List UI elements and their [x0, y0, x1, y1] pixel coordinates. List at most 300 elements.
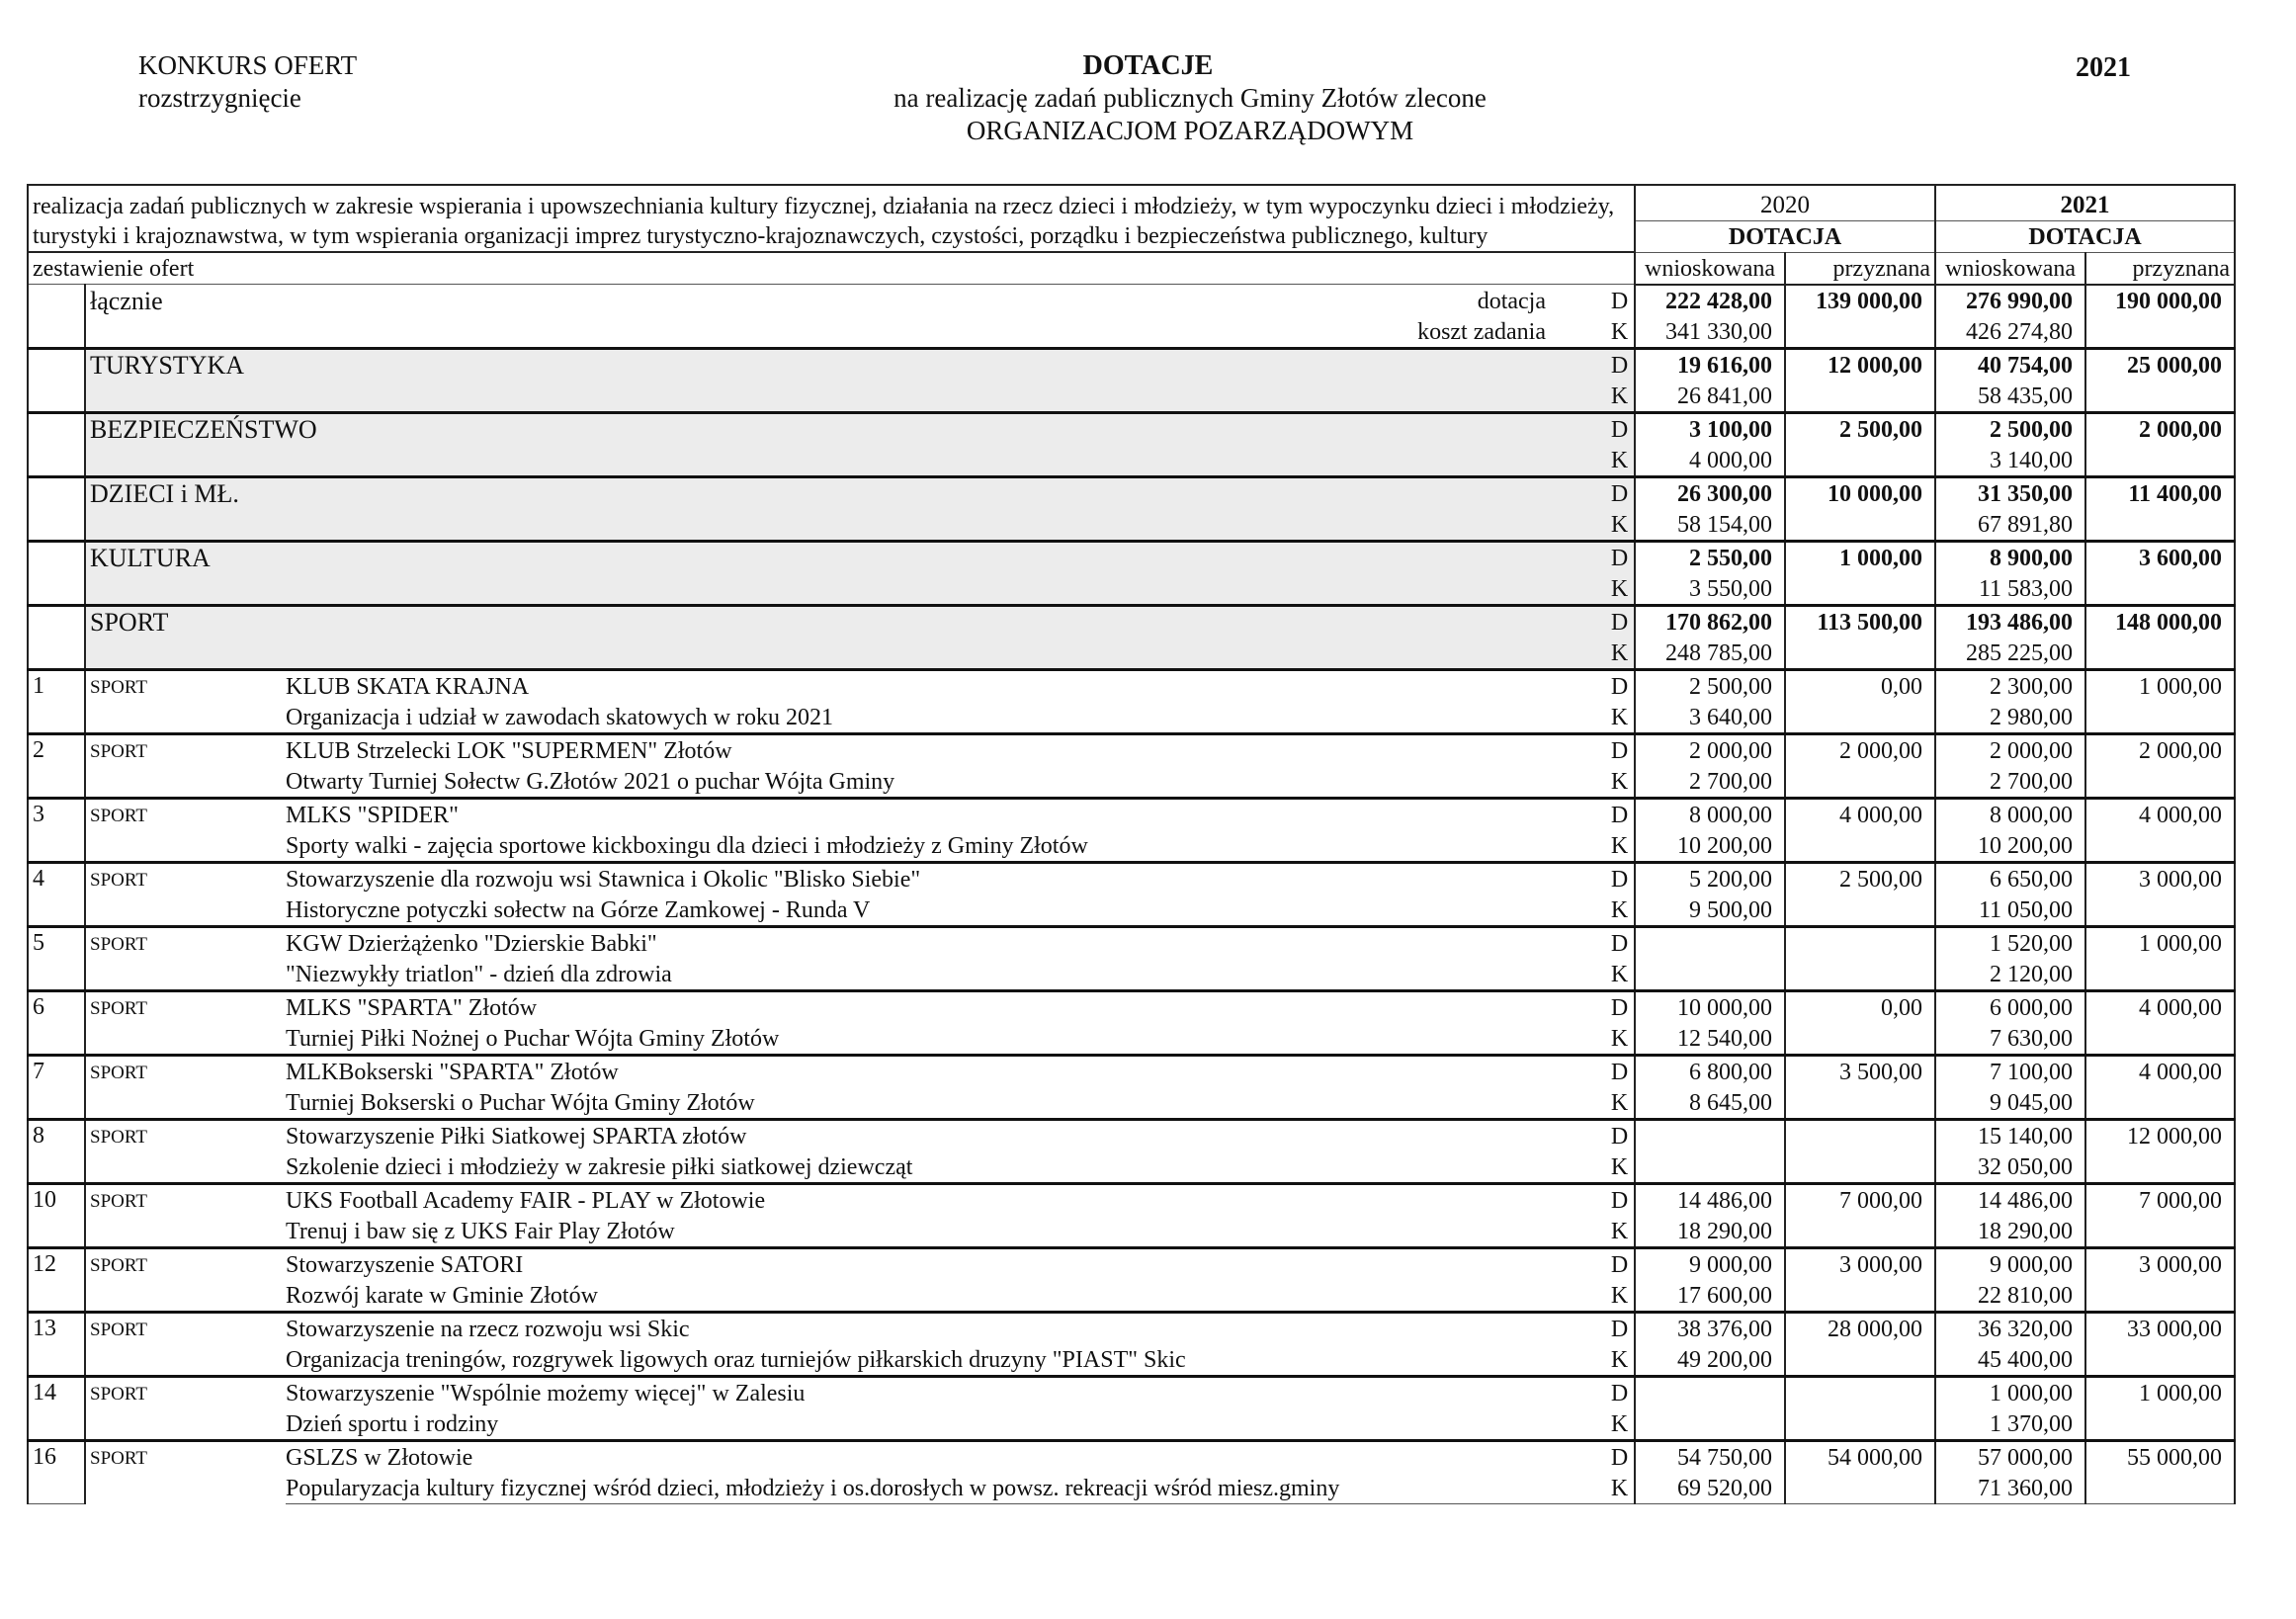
offer-row-k: [28, 1344, 2235, 1377]
d-marker: D: [1605, 412, 1635, 445]
d-marker: D: [1605, 862, 1635, 895]
value-requested-2021: 6 000,00: [1935, 990, 2085, 1023]
value-granted-2021: 25 000,00: [2085, 348, 2235, 381]
value-requested-2020: 54 750,00: [1635, 1440, 1785, 1473]
offer-organization: MLKS "SPARTA" Złotów: [286, 990, 1605, 1023]
offer-category: SPORT: [85, 1183, 286, 1247]
category-name: BEZPIECZEŃSTWO: [85, 412, 1605, 445]
value-requested-2021: 32 050,00: [1935, 1151, 2085, 1184]
category-name: KULTURA: [85, 541, 1605, 573]
offer-row-k: [28, 1216, 2235, 1248]
offer-number: 14: [28, 1376, 85, 1440]
offer-organization: GSLZS w Złotowie: [286, 1440, 1605, 1473]
offer-category: SPORT: [85, 862, 286, 926]
offer-row-d: [28, 798, 2235, 830]
value-granted-2021: [2085, 638, 2235, 670]
k-marker: K: [1610, 961, 1629, 987]
d-marker: D: [1605, 926, 1635, 959]
value-granted-2020: [1785, 1216, 1935, 1248]
value-requested-2020: 3 640,00: [1635, 702, 1785, 734]
offer-number: 16: [28, 1440, 85, 1503]
value-requested-2021: 426 274,80: [1935, 316, 2085, 349]
document-title: DOTACJE: [1082, 50, 1214, 81]
d-marker: D: [1605, 476, 1635, 509]
k-marker: K: [1610, 1153, 1629, 1180]
k-marker: K: [1605, 573, 1635, 606]
d-marker: D: [1605, 285, 1635, 316]
offer-row-k: [28, 1087, 2235, 1120]
row-number: [28, 476, 85, 541]
dotacja-label-curr: DOTACJA: [1935, 220, 2235, 252]
value-granted-2021: [2085, 316, 2235, 349]
category-row-k: [28, 445, 2235, 477]
value-requested-2021: 18 290,00: [1935, 1216, 2085, 1248]
value-requested-2020: 9 000,00: [1635, 1247, 1785, 1280]
offer-organization: MLKS "SPIDER": [286, 798, 1605, 830]
document-subtitle: na realizację zadań publicznych Gminy Złotów zlecone: [893, 83, 1487, 113]
value-granted-2020: [1785, 1408, 1935, 1441]
value-requested-2021: 31 350,00: [1935, 476, 2085, 509]
value-requested-2021: 2 000,00: [1935, 733, 2085, 766]
k-marker: K: [1610, 704, 1629, 730]
value-requested-2021: 193 486,00: [1935, 605, 2085, 638]
k-marker: K: [1610, 1282, 1629, 1309]
value-granted-2021: [2085, 381, 2235, 413]
value-requested-2021: 40 754,00: [1935, 348, 2085, 381]
offer-task: Organizacja i udział w zawodach skatowych w roku 2021: [286, 704, 834, 730]
value-granted-2021: [2085, 509, 2235, 542]
category-row-k: [28, 638, 2235, 670]
category-spacer: [85, 573, 1605, 606]
value-granted-2020: 2 500,00: [1785, 862, 1935, 895]
value-granted-2021: [2085, 1023, 2235, 1056]
d-marker: D: [1605, 1247, 1635, 1280]
year-prev: 2020: [1635, 185, 1935, 220]
value-granted-2020: 3 000,00: [1785, 1247, 1935, 1280]
offer-organization: Stowarzyszenie "Wspólnie możemy więcej" w Zalesiu: [286, 1376, 1605, 1408]
value-requested-2020: [1635, 926, 1785, 959]
value-requested-2021: 14 486,00: [1935, 1183, 2085, 1216]
value-requested-2021: 10 200,00: [1935, 830, 2085, 863]
value-requested-2020: 248 785,00: [1635, 638, 1785, 670]
value-requested-2021: 1 370,00: [1935, 1408, 2085, 1441]
offer-category: SPORT: [85, 1119, 286, 1183]
offer-category: SPORT: [85, 1055, 286, 1119]
k-marker: K: [1610, 1089, 1629, 1116]
offer-task: "Niezwykły triatlon" - dzień dla zdrowia: [286, 961, 672, 987]
value-granted-2020: 139 000,00: [1785, 285, 1935, 316]
value-granted-2020: [1785, 1087, 1935, 1120]
value-requested-2020: 3 100,00: [1635, 412, 1785, 445]
value-requested-2021: 2 980,00: [1935, 702, 2085, 734]
offer-task: Dzień sportu i rodziny: [286, 1410, 499, 1437]
d-marker: D: [1605, 1055, 1635, 1087]
offer-category: SPORT: [85, 733, 286, 798]
value-requested-2021: 22 810,00: [1935, 1280, 2085, 1313]
value-granted-2020: 4 000,00: [1785, 798, 1935, 830]
value-granted-2021: 2 000,00: [2085, 733, 2235, 766]
category-name: SPORT: [85, 605, 1605, 638]
value-granted-2020: [1785, 638, 1935, 670]
value-granted-2020: 2 500,00: [1785, 412, 1935, 445]
k-marker: K: [1605, 1473, 1635, 1504]
k-marker: K: [1605, 381, 1635, 413]
value-granted-2020: 113 500,00: [1785, 605, 1935, 638]
offer-row-k: [28, 766, 2235, 799]
grants-table: [27, 184, 2236, 1504]
value-granted-2021: 33 000,00: [2085, 1312, 2235, 1344]
value-granted-2020: [1785, 959, 1935, 991]
category-row-k: [28, 573, 2235, 606]
value-requested-2020: 19 616,00: [1635, 348, 1785, 381]
value-granted-2021: 11 400,00: [2085, 476, 2235, 509]
value-granted-2020: [1785, 702, 1935, 734]
value-granted-2020: 10 000,00: [1785, 476, 1935, 509]
offer-number: 6: [28, 990, 85, 1055]
value-granted-2020: 54 000,00: [1785, 1440, 1935, 1473]
k-marker: K: [1610, 1346, 1629, 1373]
d-marker: D: [1605, 990, 1635, 1023]
value-granted-2020: [1785, 926, 1935, 959]
offer-row-d: [28, 1440, 2235, 1473]
value-requested-2020: 8 000,00: [1635, 798, 1785, 830]
offer-category: SPORT: [85, 1440, 286, 1503]
value-requested-2020: 3 550,00: [1635, 573, 1785, 606]
offer-task: Turniej Bokserski o Puchar Wójta Gminy Złotów: [286, 1089, 755, 1116]
value-granted-2020: [1785, 1280, 1935, 1313]
value-granted-2021: [2085, 1280, 2235, 1313]
table-header-row-4: [28, 252, 2235, 285]
offer-row-d: [28, 1119, 2235, 1151]
offer-category: SPORT: [85, 1247, 286, 1312]
value-granted-2021: 55 000,00: [2085, 1440, 2235, 1473]
offer-organization: Stowarzyszenie dla rozwoju wsi Stawnica i Okolic "Blisko Siebie": [286, 862, 1605, 895]
value-requested-2020: 8 645,00: [1635, 1087, 1785, 1120]
value-granted-2021: [2085, 766, 2235, 799]
offer-number: 2: [28, 733, 85, 798]
value-granted-2020: 1 000,00: [1785, 541, 1935, 573]
category-spacer: [85, 381, 1605, 413]
value-granted-2020: 0,00: [1785, 990, 1935, 1023]
value-requested-2020: 2 500,00: [1635, 669, 1785, 702]
value-granted-2020: 12 000,00: [1785, 348, 1935, 381]
d-marker: D: [1605, 669, 1635, 702]
value-requested-2020: 2 000,00: [1635, 733, 1785, 766]
value-granted-2020: [1785, 1119, 1935, 1151]
offer-number: 8: [28, 1119, 85, 1183]
offer-row-d: [28, 1055, 2235, 1087]
offer-row-k: [28, 1151, 2235, 1184]
value-requested-2021: 67 891,80: [1935, 509, 2085, 542]
value-granted-2021: 1 000,00: [2085, 669, 2235, 702]
offer-organization: Stowarzyszenie SATORI: [286, 1247, 1605, 1280]
value-requested-2021: 11 583,00: [1935, 573, 2085, 606]
value-granted-2020: [1785, 381, 1935, 413]
offer-number: 3: [28, 798, 85, 862]
value-requested-2020: [1635, 1408, 1785, 1441]
k-marker: K: [1610, 768, 1629, 795]
offer-task: Szkolenie dzieci i młodzieży w zakresie piłki siatkowej dziewcząt: [286, 1153, 913, 1180]
row-number: [28, 605, 85, 669]
category-row-d: [28, 412, 2235, 445]
offer-row-d: [28, 862, 2235, 895]
k-marker: K: [1605, 638, 1635, 670]
value-requested-2020: 10 200,00: [1635, 830, 1785, 863]
value-granted-2021: 3 600,00: [2085, 541, 2235, 573]
value-granted-2020: 0,00: [1785, 669, 1935, 702]
offer-row-d: [28, 1183, 2235, 1216]
offer-number: 1: [28, 669, 85, 733]
offer-category: SPORT: [85, 926, 286, 990]
value-granted-2021: 148 000,00: [2085, 605, 2235, 638]
value-granted-2020: [1785, 1344, 1935, 1377]
value-requested-2021: 58 435,00: [1935, 381, 2085, 413]
value-requested-2020: 5 200,00: [1635, 862, 1785, 895]
value-requested-2020: 38 376,00: [1635, 1312, 1785, 1344]
value-requested-2020: 17 600,00: [1635, 1280, 1785, 1313]
value-granted-2021: [2085, 1344, 2235, 1377]
value-granted-2021: [2085, 1151, 2235, 1184]
offer-number: 10: [28, 1183, 85, 1247]
offer-task: Historyczne potyczki sołectw na Górze Zamkowej - Runda V: [286, 896, 871, 923]
value-requested-2020: 12 540,00: [1635, 1023, 1785, 1056]
offer-task: Turniej Piłki Nożnej o Puchar Wójta Gminy Złotów: [286, 1025, 780, 1052]
value-requested-2020: 2 700,00: [1635, 766, 1785, 799]
category-row-d: [28, 541, 2235, 573]
value-requested-2021: 7 630,00: [1935, 1023, 2085, 1056]
offer-number: 7: [28, 1055, 85, 1119]
offer-row-k: [28, 702, 2235, 734]
value-requested-2021: 71 360,00: [1935, 1473, 2085, 1504]
offer-row-k: [28, 895, 2235, 927]
value-requested-2020: 26 300,00: [1635, 476, 1785, 509]
offer-number: 5: [28, 926, 85, 990]
value-requested-2021: 6 650,00: [1935, 862, 2085, 895]
value-requested-2020: [1635, 1119, 1785, 1151]
offer-row-d: [28, 1247, 2235, 1280]
offer-number: 4: [28, 862, 85, 926]
value-granted-2021: 12 000,00: [2085, 1119, 2235, 1151]
k-marker: K: [1610, 832, 1629, 859]
contest-title: KONKURS OFERT: [138, 50, 358, 80]
value-requested-2021: 2 700,00: [1935, 766, 2085, 799]
value-granted-2020: 2 000,00: [1785, 733, 1935, 766]
offer-organization: MLKBokserski "SPARTA" Złotów: [286, 1055, 1605, 1087]
value-granted-2021: 4 000,00: [2085, 798, 2235, 830]
offer-organization: UKS Football Academy FAIR - PLAY w Złotowie: [286, 1183, 1605, 1216]
d-marker: D: [1605, 733, 1635, 766]
value-granted-2020: [1785, 1473, 1935, 1504]
k-marker: K: [1610, 1410, 1629, 1437]
value-requested-2020: 4 000,00: [1635, 445, 1785, 477]
k-marker: K: [1610, 1025, 1629, 1052]
category-spacer: [85, 638, 1605, 670]
offer-row-d: [28, 733, 2235, 766]
k-marker: K: [1610, 1218, 1629, 1244]
value-requested-2021: 8 900,00: [1935, 541, 2085, 573]
value-requested-2021: 276 990,00: [1935, 285, 2085, 316]
value-granted-2020: [1785, 1023, 1935, 1056]
total-label-spacer: [85, 316, 286, 349]
offer-task: Trenuj i baw się z UKS Fair Play Złotów: [286, 1218, 675, 1244]
value-requested-2020: 49 200,00: [1635, 1344, 1785, 1377]
value-requested-2021: 9 045,00: [1935, 1087, 2085, 1120]
value-granted-2021: [2085, 1408, 2235, 1441]
offer-row-d: [28, 1376, 2235, 1408]
value-granted-2021: 2 000,00: [2085, 412, 2235, 445]
value-requested-2021: 15 140,00: [1935, 1119, 2085, 1151]
value-requested-2020: 58 154,00: [1635, 509, 1785, 542]
value-requested-2021: 1 520,00: [1935, 926, 2085, 959]
contest-subtitle: rozstrzygnięcie: [138, 83, 301, 113]
value-granted-2021: 3 000,00: [2085, 1247, 2235, 1280]
value-granted-2020: [1785, 766, 1935, 799]
total-label: łącznie: [85, 285, 286, 316]
value-granted-2021: [2085, 895, 2235, 927]
value-granted-2020: [1785, 445, 1935, 477]
category-spacer: [85, 445, 1605, 477]
value-requested-2021: 285 225,00: [1935, 638, 2085, 670]
offer-number: 12: [28, 1247, 85, 1312]
offer-row-d: [28, 1312, 2235, 1344]
d-marker: D: [1605, 348, 1635, 381]
value-granted-2021: 1 000,00: [2085, 926, 2235, 959]
dotacja-label-prev: DOTACJA: [1635, 220, 1935, 252]
value-requested-2020: 10 000,00: [1635, 990, 1785, 1023]
offer-row-k: [28, 1408, 2235, 1441]
value-requested-2020: 9 500,00: [1635, 895, 1785, 927]
value-requested-2021: 2 300,00: [1935, 669, 2085, 702]
k-marker: K: [1605, 445, 1635, 477]
document-year: 2021: [2076, 52, 2131, 83]
table-body: [28, 185, 2235, 1503]
offer-row-d: [28, 926, 2235, 959]
offer-organization: Stowarzyszenie na rzecz rozwoju wsi Skic: [286, 1312, 1605, 1344]
offer-category: SPORT: [85, 990, 286, 1055]
value-granted-2021: [2085, 573, 2235, 606]
value-requested-2020: 26 841,00: [1635, 381, 1785, 413]
value-requested-2020: 2 550,00: [1635, 541, 1785, 573]
value-requested-2021: 11 050,00: [1935, 895, 2085, 927]
value-granted-2020: [1785, 509, 1935, 542]
value-granted-2021: 4 000,00: [2085, 1055, 2235, 1087]
value-granted-2021: [2085, 1473, 2235, 1504]
offer-organization: Stowarzyszenie Piłki Siatkowej SPARTA złotów: [286, 1119, 1605, 1151]
zestawienie-label: zestawienie ofert: [28, 252, 1635, 285]
value-requested-2021: 7 100,00: [1935, 1055, 2085, 1087]
value-granted-2020: 28 000,00: [1785, 1312, 1935, 1344]
value-granted-2021: 4 000,00: [2085, 990, 2235, 1023]
offer-organization: KLUB SKATA KRAJNA: [286, 669, 1605, 702]
value-requested-2020: 18 290,00: [1635, 1216, 1785, 1248]
value-requested-2021: 3 140,00: [1935, 445, 2085, 477]
value-requested-2021: 57 000,00: [1935, 1440, 2085, 1473]
document-subtitle-2: ORGANIZACJOM POZARZĄDOWYM: [966, 116, 1414, 145]
k-marker: K: [1605, 509, 1635, 542]
value-requested-2020: 6 800,00: [1635, 1055, 1785, 1087]
value-requested-2020: 14 486,00: [1635, 1183, 1785, 1216]
offer-row-d: [28, 669, 2235, 702]
value-granted-2021: 3 000,00: [2085, 862, 2235, 895]
offer-task: Sporty walki - zajęcia sportowe kickboxingu dla dzieci i młodzieży z Gminy Złotów: [286, 832, 1088, 859]
total-row-k: [28, 316, 2235, 349]
d-marker: D: [1605, 1183, 1635, 1216]
value-granted-2020: [1785, 895, 1935, 927]
category-row-k: [28, 509, 2235, 542]
offer-organization: KGW Dzierżążenko "Dzierskie Babki": [286, 926, 1605, 959]
col-requested-curr: wnioskowana: [1935, 252, 2085, 285]
value-granted-2021: 1 000,00: [2085, 1376, 2235, 1408]
k-marker: K: [1610, 318, 1629, 345]
total-dotacja-label: dotacja: [286, 285, 1605, 316]
category-row-d: [28, 348, 2235, 381]
value-granted-2020: [1785, 316, 1935, 349]
value-requested-2021: 2 120,00: [1935, 959, 2085, 991]
value-requested-2021: 8 000,00: [1935, 798, 2085, 830]
offer-row-k: [28, 1473, 2235, 1504]
value-granted-2021: [2085, 702, 2235, 734]
value-granted-2021: [2085, 830, 2235, 863]
row-number: [28, 348, 85, 412]
offer-task: Rozwój karate w Gminie Złotów: [286, 1282, 598, 1309]
value-requested-2021: 9 000,00: [1935, 1247, 2085, 1280]
value-requested-2020: [1635, 1376, 1785, 1408]
d-marker: D: [1605, 605, 1635, 638]
value-granted-2021: 190 000,00: [2085, 285, 2235, 316]
col-granted-prev: przyznana: [1785, 252, 1935, 285]
col-requested-prev: wnioskowana: [1635, 252, 1785, 285]
offer-task: Otwarty Turniej Sołectw G.Złotów 2021 o puchar Wójta Gminy: [286, 768, 895, 795]
value-granted-2021: [2085, 1216, 2235, 1248]
category-row-d: [28, 476, 2235, 509]
offer-category: SPORT: [85, 669, 286, 733]
value-granted-2020: [1785, 573, 1935, 606]
d-marker: D: [1605, 1312, 1635, 1344]
category-name: DZIECI i MŁ.: [85, 476, 1605, 509]
row-number: [28, 541, 85, 605]
year-curr: 2021: [1935, 185, 2235, 220]
d-marker: D: [1605, 1376, 1635, 1408]
offer-category: SPORT: [85, 798, 286, 862]
total-row-d: [28, 285, 2235, 316]
document-heading: [0, 49, 2296, 147]
value-granted-2020: [1785, 830, 1935, 863]
offer-task: Popularyzacja kultury fizycznej wśród dzieci, młodzieży i os.dorosłych w powsz. rekreacji wśród miesz.gminy: [286, 1473, 1605, 1504]
k-marker: K: [1610, 896, 1629, 923]
value-granted-2021: [2085, 1087, 2235, 1120]
value-granted-2020: 7 000,00: [1785, 1183, 1935, 1216]
offer-row-k: [28, 1280, 2235, 1313]
value-requested-2020: [1635, 1151, 1785, 1184]
d-marker: D: [1605, 1119, 1635, 1151]
offer-row-k: [28, 959, 2235, 991]
value-granted-2020: [1785, 1151, 1935, 1184]
offer-number: 13: [28, 1312, 85, 1376]
value-requested-2020: 170 862,00: [1635, 605, 1785, 638]
value-requested-2020: 69 520,00: [1635, 1473, 1785, 1504]
offer-row-k: [28, 1023, 2235, 1056]
d-marker: D: [1605, 1440, 1635, 1473]
total-koszt-label: koszt zadania: [1417, 318, 1546, 345]
offer-row-d: [28, 990, 2235, 1023]
table-description: realizacja zadań publicznych w zakresie wspierania i upowszechniania kultury fizycznej, działania na rzecz dzieci i młodzieży, w tym wypoczynku dzieci i młodzieży, turystyki i krajoznawstwa, w tym wspierania organizacji imprez turystyczno-krajoznawczych, czystości, porządku i bezpieczeństwa publicznego, kultury: [28, 185, 1635, 252]
offer-category: SPORT: [85, 1312, 286, 1376]
value-requested-2020: [1635, 959, 1785, 991]
category-spacer: [85, 509, 1605, 542]
d-marker: D: [1605, 798, 1635, 830]
d-marker: D: [1605, 541, 1635, 573]
value-granted-2021: [2085, 445, 2235, 477]
